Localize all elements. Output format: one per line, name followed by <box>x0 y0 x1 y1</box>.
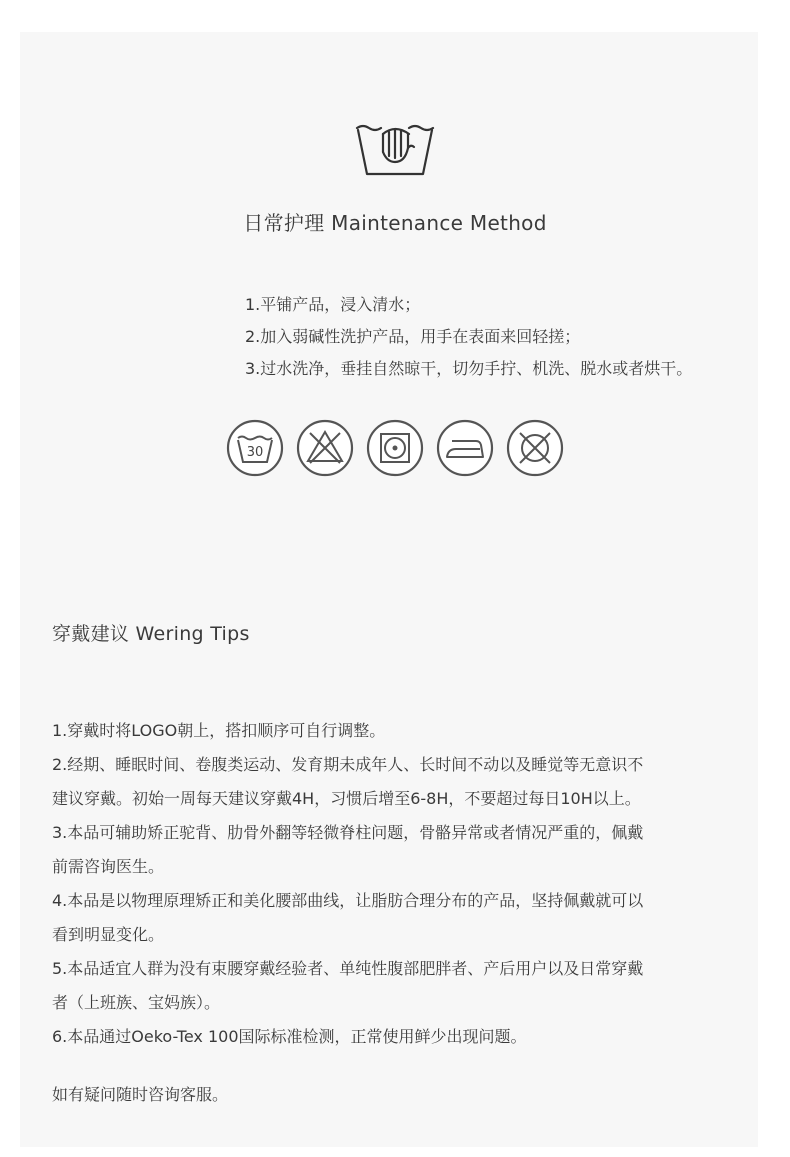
tips-line: 者（上班族、宝妈族）。 <box>52 993 221 1012</box>
iron-icon <box>436 419 494 477</box>
contact-note: 如有疑问随时咨询客服。 <box>52 1085 229 1104</box>
tumble-dry-icon <box>366 419 424 477</box>
tips-line: 建议穿戴。初始一周每天建议穿戴4H，习惯后增至6-8H，不要超过每日10H以上。 <box>52 789 641 808</box>
tips-line: 4.本品是以物理原理矫正和美化腰部曲线，让脂肪合理分布的产品，坚持佩戴就可以 <box>52 891 644 910</box>
maintenance-step: 3.过水洗净，垂挂自然晾干，切勿手拧、机洗、脱水或者烘干。 <box>245 359 693 378</box>
wash-temp-label: 30 <box>246 445 264 460</box>
tips-line: 6.本品通过Oeko-Tex 100国际标准检测，正常使用鲜少出现问题。 <box>52 1027 527 1046</box>
tips-line: 2.经期、睡眠时间、卷腹类运动、发育期未成年人、长时间不动以及睡觉等无意识不 <box>52 755 644 774</box>
care-symbols <box>226 419 566 477</box>
maintenance-title: 日常护理 Maintenance Method <box>243 211 547 235</box>
tips-line: 5.本品适宜人群为没有束腰穿戴经验者、单纯性腹部肥胖者、产后用户以及日常穿戴 <box>52 959 644 978</box>
hand-wash-icon <box>353 120 437 178</box>
maintenance-steps <box>245 289 692 385</box>
tips-line: 1.穿戴时将LOGO朝上，搭扣顺序可自行调整。 <box>52 721 386 740</box>
no-bleach-icon <box>296 419 354 477</box>
no-dry-clean-icon <box>506 419 564 477</box>
tips-line: 前需咨询医生。 <box>52 857 165 876</box>
tips-line: 3.本品可辅助矫正驼背、肋骨外翻等轻微脊柱问题，骨骼异常或者情况严重的，佩戴 <box>52 823 644 842</box>
tips-line: 看到明显变化。 <box>52 925 165 944</box>
maintenance-step: 1.平铺产品，浸入清水； <box>245 295 421 314</box>
maintenance-step: 2.加入弱碱性洗护产品，用手在表面来回轻搓； <box>245 327 581 346</box>
tips-title: 穿戴建议 Wering Tips <box>52 623 250 645</box>
wash-30-icon <box>226 419 284 477</box>
tips-list <box>52 714 752 1054</box>
